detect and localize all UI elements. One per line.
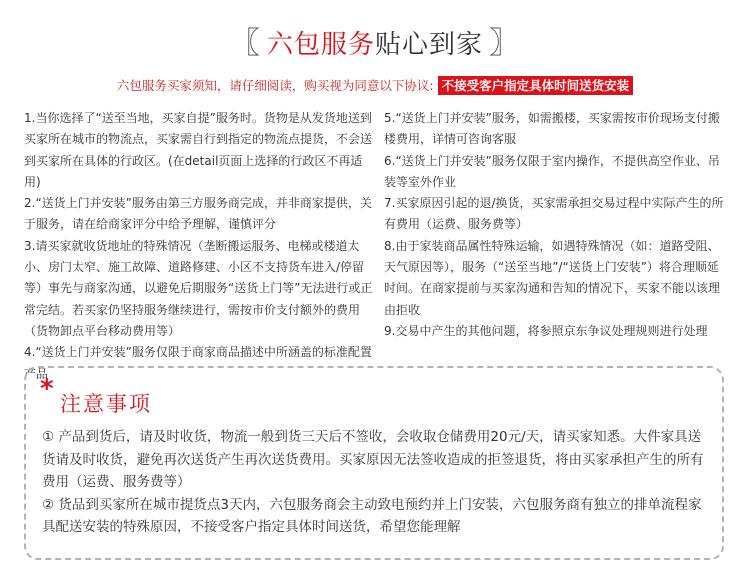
term-item: 7.买家原因引起的退/换货，买家需承担交易过程中实际产生的所有费用（运费、服务费等）	[384, 196, 724, 232]
title-red: 六包服务	[266, 30, 375, 60]
term-item: 4.“送货上门并安装”服务仅限于商家商品描述中所涵盖的标准配置产品	[24, 345, 372, 381]
term-item: 9.交易中产生的其他问题，将参照京东争议处理规则进行处理	[384, 323, 708, 338]
note-item: ① 产品到货后，请及时收货，物流一般到货三天后不签收，会收取仓储费用20元/天，请买家知悉。大件家具送货请及时收货，避免再次送货产生再次送货费用。买家原因无法签收造成的拒签退货，将由买家承担产生的所有费用（运费、服务费等）	[42, 429, 704, 490]
terms-right-column	[384, 108, 730, 342]
notice-highlight: 不接受客户指定具体时间送货安装	[438, 76, 634, 95]
asterisk-icon: *	[40, 374, 54, 404]
term-item: 3.请买家就收货地址的特殊情况（垄断搬运服务、电梯或楼道太小、房门太窄、施工故障、道路修建、小区不支持货车进入/停留等）事先与商家沟通，以避免后期服务“送货上门等”无法进行或正常完结。若买家仍坚持服务继续进行，需按市价支付额外的费用（货物卸点平台移动费用等）	[24, 238, 373, 338]
notes-body	[42, 426, 712, 539]
term-item: 1.当你选择了“送至当地，买家自提”服务时。货物是从发货地送到买家所在城市的物流点，买家需自行到指定的物流点提货，不会送到买家所在具体的行政区。(在detail页面上选择的行政区不再适用)	[24, 111, 373, 189]
terms-left-column	[24, 108, 374, 385]
notice-text: 六包服务买家须知，请仔细阅读，购买视为同意以下协议:	[116, 78, 434, 93]
note-item: ② 货品到买家所在城市提货点3天内，六包服务商会主动致电预约并上门安装，六包服务商有独立的排单流程家具配送安装的特殊原因，不接受客户指定具体时间送货，希望您能理解	[42, 496, 702, 535]
term-item: 8.由于家装商品属性特殊运输，如遇特殊情况（如：道路受阻、天气原因等），服务（“送至当地”/“送货上门安装”）将合理顺延时间。在商家提前与买家沟通和告知的情况下，买家不能以该理由拒收	[384, 238, 721, 317]
title-dark: 贴心到家	[375, 30, 484, 60]
term-item: 5.“送货上门并安装”服务，如需搬楼，买家需按市价现场支付搬楼费用，详情可咨询客服	[384, 111, 720, 147]
agreement-notice	[0, 76, 750, 94]
title-bracket-right: 〗	[489, 26, 521, 61]
term-item: 2.“送货上门并安装”服务由第三方服务商完成，并非商家提供，关于服务，请在给商家评分中给予理解，谨慎评分	[24, 196, 372, 232]
notes-title: 注意事项	[60, 392, 152, 416]
term-item: 6.“送货上门并安装”服务仅限于室内操作，不提供高空作业、吊装等室外作业	[384, 153, 720, 189]
title-bracket-left: 〖	[229, 26, 261, 61]
page-title	[0, 24, 750, 64]
